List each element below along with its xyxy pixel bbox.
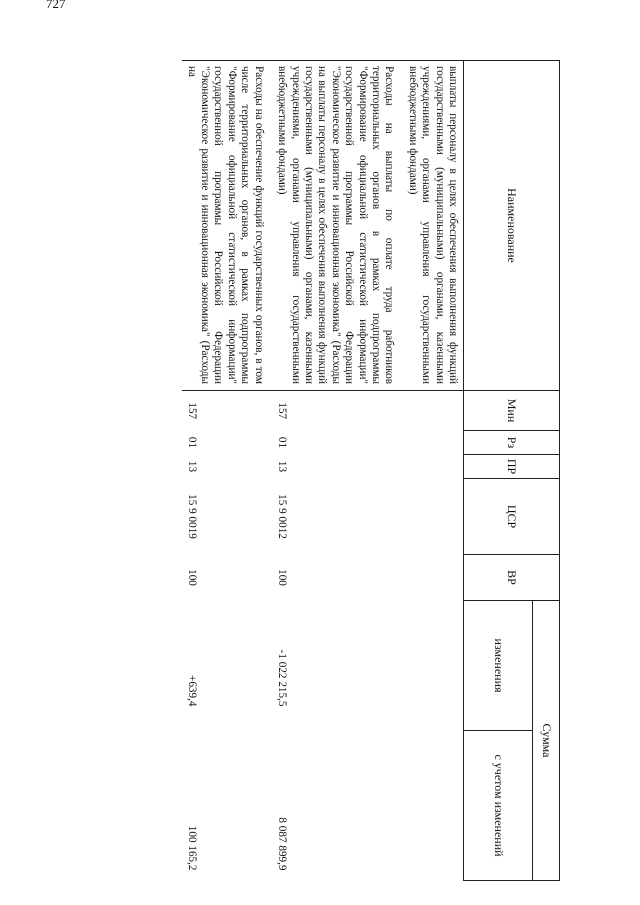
row-change: +639,4 bbox=[185, 675, 198, 707]
header-csr: ЦСР bbox=[464, 479, 560, 555]
row-name: выплаты персоналу в целях обеспечения выполнения функций государственными (муниципальными) органами, казенными учреждениями, органами управления государственными внебюджетными фондами) bbox=[399, 61, 463, 391]
row-name: Расходы на выплаты по оплате труда работников территориальных органов в рамках подпрограммы "Формирование официальной статистической информации" государственной программы Российской Федерации "Экономическое развитие и инновационная экономика" (Расходы на выплаты персоналу в целях обеспечения выполнения функций государственными (муниципальными) органами, казенными учреждениями, органами управления государственными внебюджетными фондами) bbox=[269, 61, 400, 391]
header-rz: Рз bbox=[464, 431, 560, 455]
row-min: 157 bbox=[276, 402, 289, 420]
page-number: 727 bbox=[46, 0, 66, 11]
row-pr: 13 bbox=[276, 460, 289, 473]
row-total: 100 165,2 bbox=[185, 825, 198, 871]
row-rz: 01 bbox=[276, 436, 289, 449]
row-rz bbox=[399, 431, 463, 455]
row-total bbox=[399, 731, 463, 881]
header-sum: Сумма bbox=[533, 601, 560, 881]
row-pr: 13 bbox=[185, 460, 198, 473]
row-change: -1 022 215,5 bbox=[276, 649, 289, 707]
row-total: 8 087 899,9 bbox=[276, 817, 289, 871]
row-min bbox=[399, 391, 463, 431]
row-name: Расходы на обеспечение функций государственных органов, в том числе территориальных органов, в рамках подпрограммы "Формирование официальной статистической информации" государственной программы Российской Федерации "Экономическое развитие и инновационная экономика" (Расходы на bbox=[182, 61, 268, 391]
row-vr: 100 bbox=[276, 569, 289, 586]
header-pr: ПР bbox=[464, 455, 560, 479]
row-csr: 15 9 0019 bbox=[185, 494, 198, 539]
header-with-changes: с учетом изменений bbox=[464, 731, 533, 881]
rotated-table-container bbox=[60, 60, 560, 880]
table-row bbox=[182, 61, 268, 881]
header-change: изменения bbox=[464, 601, 533, 731]
table-row bbox=[399, 61, 463, 881]
row-vr: 100 bbox=[185, 569, 198, 586]
row-change bbox=[399, 601, 463, 731]
row-pr bbox=[399, 455, 463, 479]
header-name: Наименование bbox=[464, 61, 560, 391]
row-rz: 01 bbox=[185, 436, 198, 449]
row-csr: 15 9 0012 bbox=[276, 494, 289, 539]
budget-table bbox=[182, 60, 560, 881]
row-vr bbox=[399, 555, 463, 601]
header-min: Мин bbox=[464, 391, 560, 431]
header-vr: ВР bbox=[464, 555, 560, 601]
row-csr bbox=[399, 479, 463, 555]
table-row bbox=[269, 61, 400, 881]
row-min: 157 bbox=[185, 402, 198, 420]
